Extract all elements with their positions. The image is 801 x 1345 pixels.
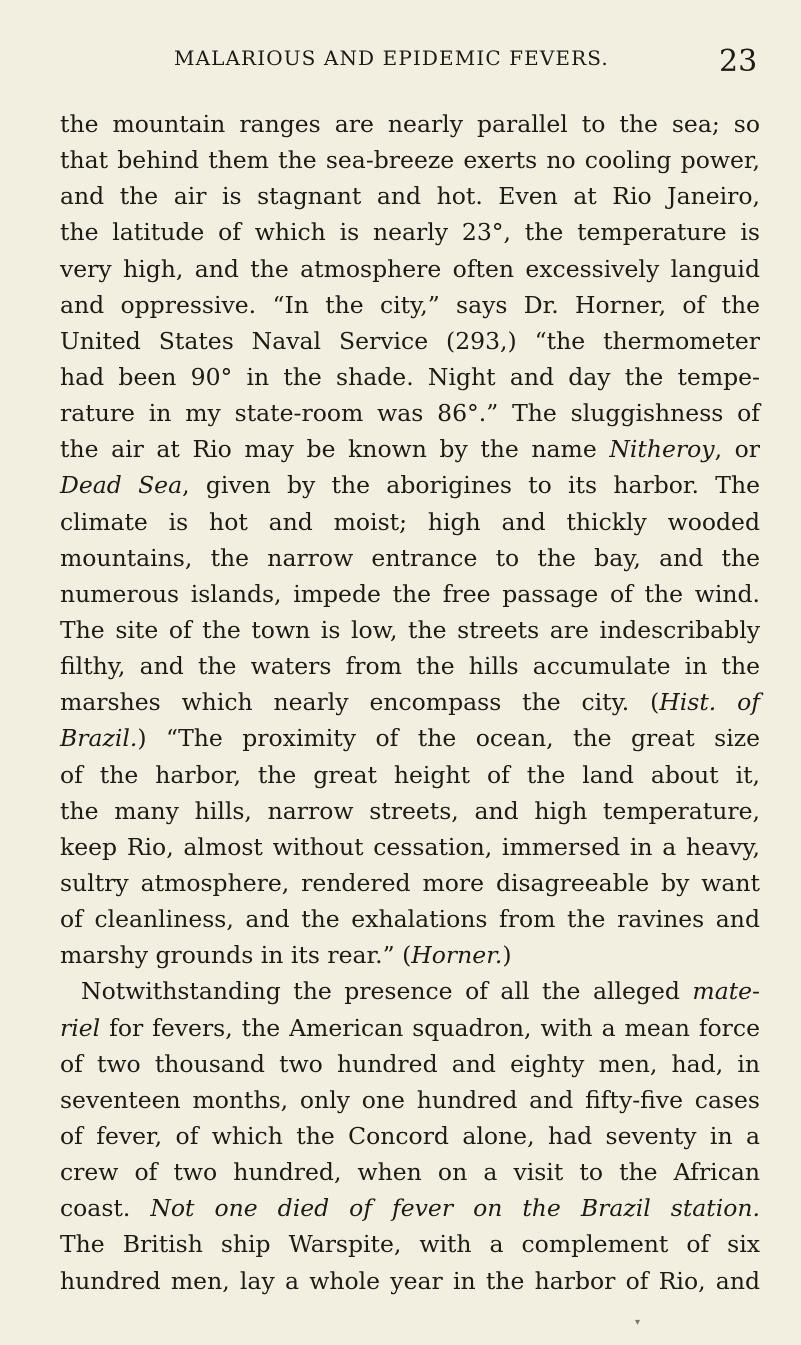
text-line: sultry atmosphere, rendered more disagreeable by want <box>60 868 760 897</box>
text-line: the many hills, narrow streets, and high temperature, <box>60 796 760 825</box>
line-segment: for fevers, the American squadron, with a mean force <box>100 1013 760 1042</box>
text-line: very high, and the atmosphere often excessively languid <box>60 254 760 283</box>
text-line <box>60 431 760 467</box>
text-line: The site of the town is low, the streets are indescribably <box>60 615 760 644</box>
text-line <box>60 684 760 720</box>
italic-segment: riel <box>60 1013 101 1042</box>
text-line: seventeen months, only one hundred and fifty-five cases <box>60 1085 760 1114</box>
scan-mark: ▾ <box>635 1317 641 1328</box>
text-line <box>60 1010 760 1046</box>
text-line: crew of two hundred, when on a visit to the African <box>60 1158 760 1187</box>
body-text <box>60 106 760 1299</box>
page-number: 23 <box>719 44 758 79</box>
italic-segment: Hist. of <box>659 688 760 717</box>
text-line: keep Rio, almost without cessation, immersed in a heavy, <box>60 832 760 861</box>
text-line <box>60 467 760 503</box>
text-line <box>60 720 760 756</box>
line-segment: , given by the aborigines to its harbor. The <box>182 471 760 500</box>
line-segment: ) “The proximity of the ocean, the great size <box>137 724 760 753</box>
text-line: that behind them the sea-breeze exerts no cooling power, <box>60 146 760 175</box>
line-segment: marshy grounds in its rear.” ( <box>60 941 412 970</box>
line-segment: marshes which nearly encompass the city. ( <box>60 688 660 717</box>
italic-segment: mate- <box>692 977 760 1006</box>
line-segment: ) <box>502 941 512 970</box>
text-line: of two thousand two hundred and eighty men, had, in <box>60 1049 760 1078</box>
text-line <box>60 973 760 1009</box>
text-line: rature in my state-room was 86°.” The sluggishness of <box>60 399 760 428</box>
text-line: of fever, of which the Concord alone, had seventy in a <box>60 1121 760 1150</box>
text-line: of the harbor, the great height of the land about it, <box>60 760 760 789</box>
text-line: of cleanliness, and the exhalations from the ravines and <box>60 905 760 934</box>
line-segment: the air at Rio may be known by the name <box>60 435 610 464</box>
italic-segment: Nitheroy <box>609 435 715 464</box>
italic-segment: Not one died of fever on the Brazil station. <box>150 1194 761 1223</box>
text-line: climate is hot and moist; high and thickly wooded <box>60 507 760 536</box>
italic-segment: Brazil. <box>60 724 138 753</box>
text-line: United States Naval Service (293,) “the thermometer <box>60 326 760 355</box>
running-title: MALARIOUS AND EPIDEMIC FEVERS. <box>174 46 609 70</box>
page-header <box>0 46 801 86</box>
text-line: The British ship Warspite, with a complement of six <box>60 1230 760 1259</box>
text-line: hundred men, lay a whole year in the harbor of Rio, and <box>60 1266 760 1295</box>
italic-segment: Horner. <box>411 941 503 970</box>
text-line: the latitude of which is nearly 23°, the temperature is <box>60 218 760 247</box>
text-line: the mountain ranges are nearly parallel to the sea; so <box>60 110 760 138</box>
text-line: filthy, and the waters from the hills accumulate in the <box>60 652 760 681</box>
text-line <box>60 1190 760 1226</box>
text-line: mountains, the narrow entrance to the bay, and the <box>60 543 760 572</box>
line-segment: coast. <box>60 1194 151 1223</box>
line-segment: Notwithstanding the presence of all the alleged <box>81 977 693 1006</box>
italic-segment: Dead Sea <box>60 471 183 500</box>
text-line: and the air is stagnant and hot. Even at Rio Janeiro, <box>60 182 760 211</box>
line-segment: , or <box>714 435 760 464</box>
text-line: and oppressive. “In the city,” says Dr. Horner, of the <box>60 290 760 319</box>
text-line: had been 90° in the shade. Night and day the tempe- <box>60 362 760 391</box>
text-line <box>60 937 760 973</box>
text-line: numerous islands, impede the free passage of the wind. <box>60 579 760 608</box>
